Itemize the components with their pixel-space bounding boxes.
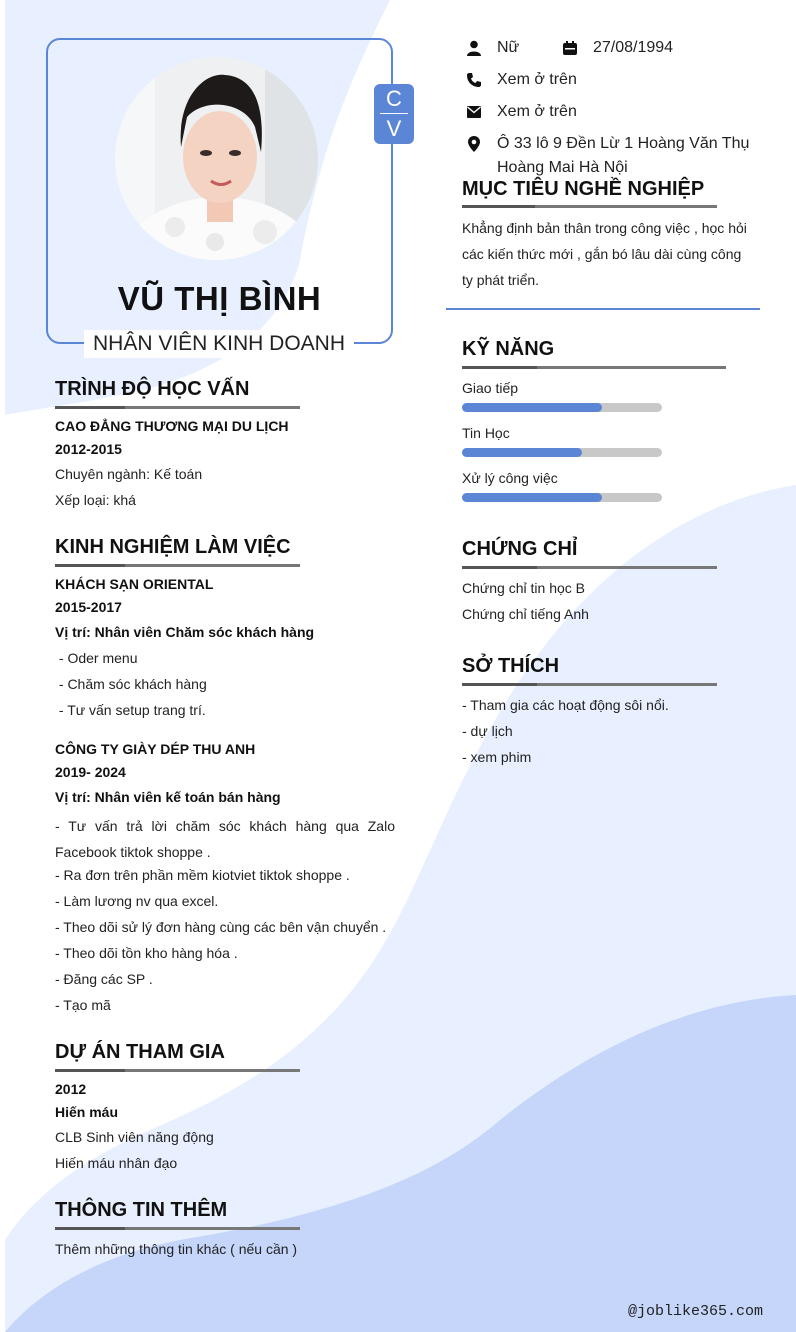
job-duty: - Tạo mã	[55, 997, 111, 1013]
job-company: CÔNG TY GIÀY DÉP THU ANH	[55, 741, 256, 757]
address-row	[465, 132, 749, 156]
job-duty: - Ra đơn trên phần mềm kiotviet tiktok shoppe .	[55, 867, 350, 883]
education-rank: Xếp loại: khá	[55, 492, 136, 508]
education-underline	[55, 406, 300, 409]
education-major: Chuyên ngành: Kế toán	[55, 466, 203, 482]
job-duty: - Tư vấn trả lời chăm sóc khách hàng qua Zalo Facebook tiktok shoppe .	[55, 818, 395, 860]
job-company: KHÁCH SẠN ORIENTAL	[55, 576, 214, 592]
hobby-item: - Tham gia các hoạt động sôi nổi.	[462, 697, 669, 713]
education-school: CAO ĐẲNG THƯƠNG MẠI DU LỊCH	[55, 418, 289, 434]
job-period: 2019- 2024	[55, 764, 126, 780]
location-icon	[465, 135, 483, 153]
objective-title: MỤC TIÊU NGHỀ NGHIỆP	[462, 178, 705, 200]
project-desc: Hiến máu nhân đạo	[55, 1155, 178, 1171]
birthday-value: 27/08/1994	[593, 39, 674, 56]
objective-line-3: ty phát triển.	[462, 272, 540, 288]
job-period: 2015-2017	[55, 599, 122, 615]
objective-line-2: các kiến thức mới , gắn bó lâu dài cùng công	[462, 246, 742, 262]
cv-badge-bottom: V	[386, 116, 402, 141]
education-title: TRÌNH ĐỘ HỌC VẤN	[55, 378, 250, 400]
certificates-title: CHỨNG CHỈ	[462, 538, 578, 560]
job-position: NHÂN VIÊN KINH DOANH	[84, 330, 354, 358]
objective-underline	[462, 205, 717, 208]
skills-title: KỸ NĂNG	[462, 338, 555, 360]
skill-bar-fill	[462, 448, 582, 457]
address-line2-row	[497, 156, 628, 180]
birthday-row	[561, 36, 673, 60]
skill-bar-fill	[462, 403, 602, 412]
skill-label: Giao tiếp	[462, 380, 519, 396]
job-duty: - Theo dõi tồn kho hàng hóa .	[55, 945, 238, 961]
projects-title: DỰ ÁN THAM GIA	[55, 1041, 225, 1063]
experience-title: KINH NGHIỆM LÀM VIỆC	[55, 536, 291, 558]
extra-title: THÔNG TIN THÊM	[55, 1199, 228, 1221]
extra-underline	[55, 1227, 300, 1230]
mail-icon	[465, 103, 483, 121]
job-duty: - Làm lương nv qua excel.	[55, 893, 219, 909]
job-role: Vị trí: Nhân viên kế toán bán hàng	[55, 789, 281, 805]
phone-row	[465, 68, 577, 92]
hobby-item: - xem phim	[462, 749, 532, 765]
address-line2: Hoàng Mai Hà Nội	[497, 159, 628, 176]
project-org: CLB Sinh viên năng động	[55, 1129, 214, 1145]
cv-badge-top: C	[386, 86, 402, 111]
hobbies-title: SỞ THÍCH	[462, 655, 560, 677]
certificate-item: Chứng chỉ tiếng Anh	[462, 606, 589, 622]
objective-line-1: Khẳng định bản thân trong công việc , học hỏi	[462, 220, 747, 236]
skill-bar	[462, 493, 662, 502]
objective-divider	[446, 308, 760, 310]
gender-row	[465, 36, 519, 60]
footer-handle: @joblike365.com	[628, 1303, 764, 1320]
experience-underline	[55, 564, 300, 567]
project-year: 2012	[55, 1081, 87, 1097]
phone-value: Xem ở trên	[497, 71, 577, 88]
full-name: VŨ THỊ BÌNH	[117, 280, 322, 317]
job-duty: - Chăm sóc khách hàng	[55, 676, 207, 692]
cv-badge	[374, 84, 414, 144]
education-period: 2012-2015	[55, 441, 122, 457]
job-duty: - Theo dõi sử lý đơn hàng cùng các bên vận chuyển .	[55, 919, 387, 935]
certificates-underline	[462, 566, 717, 569]
email-row	[465, 100, 577, 124]
skill-bar	[462, 403, 662, 412]
extra-text: Thêm những thông tin khác ( nếu cần )	[55, 1241, 298, 1257]
skill-label: Tin Học	[462, 425, 510, 441]
user-icon	[465, 39, 483, 57]
avatar	[115, 57, 318, 260]
job-duty: - Tư vấn setup trang trí.	[55, 702, 206, 718]
job-duty: - Đăng các SP .	[55, 971, 153, 987]
job-duty: - Oder menu	[55, 650, 138, 666]
skill-label: Xử lý công việc	[462, 470, 558, 486]
address-line1: Ô 33 lô 9 Đền Lừ 1 Hoàng Văn Thụ	[497, 135, 750, 152]
gender-value: Nữ	[497, 39, 520, 56]
projects-underline	[55, 1069, 300, 1072]
project-name: Hiến máu	[55, 1104, 119, 1120]
skill-bar-fill	[462, 493, 602, 502]
calendar-icon	[561, 39, 579, 57]
hobby-item: - dự lịch	[462, 723, 513, 739]
skills-underline	[462, 366, 726, 369]
skill-bar	[462, 448, 662, 457]
hobbies-underline	[462, 683, 717, 686]
phone-icon	[465, 71, 483, 89]
email-value: Xem ở trên	[497, 103, 577, 120]
certificate-item: Chứng chỉ tin học B	[462, 580, 585, 596]
job-role: Vị trí: Nhân viên Chăm sóc khách hàng	[55, 624, 315, 640]
